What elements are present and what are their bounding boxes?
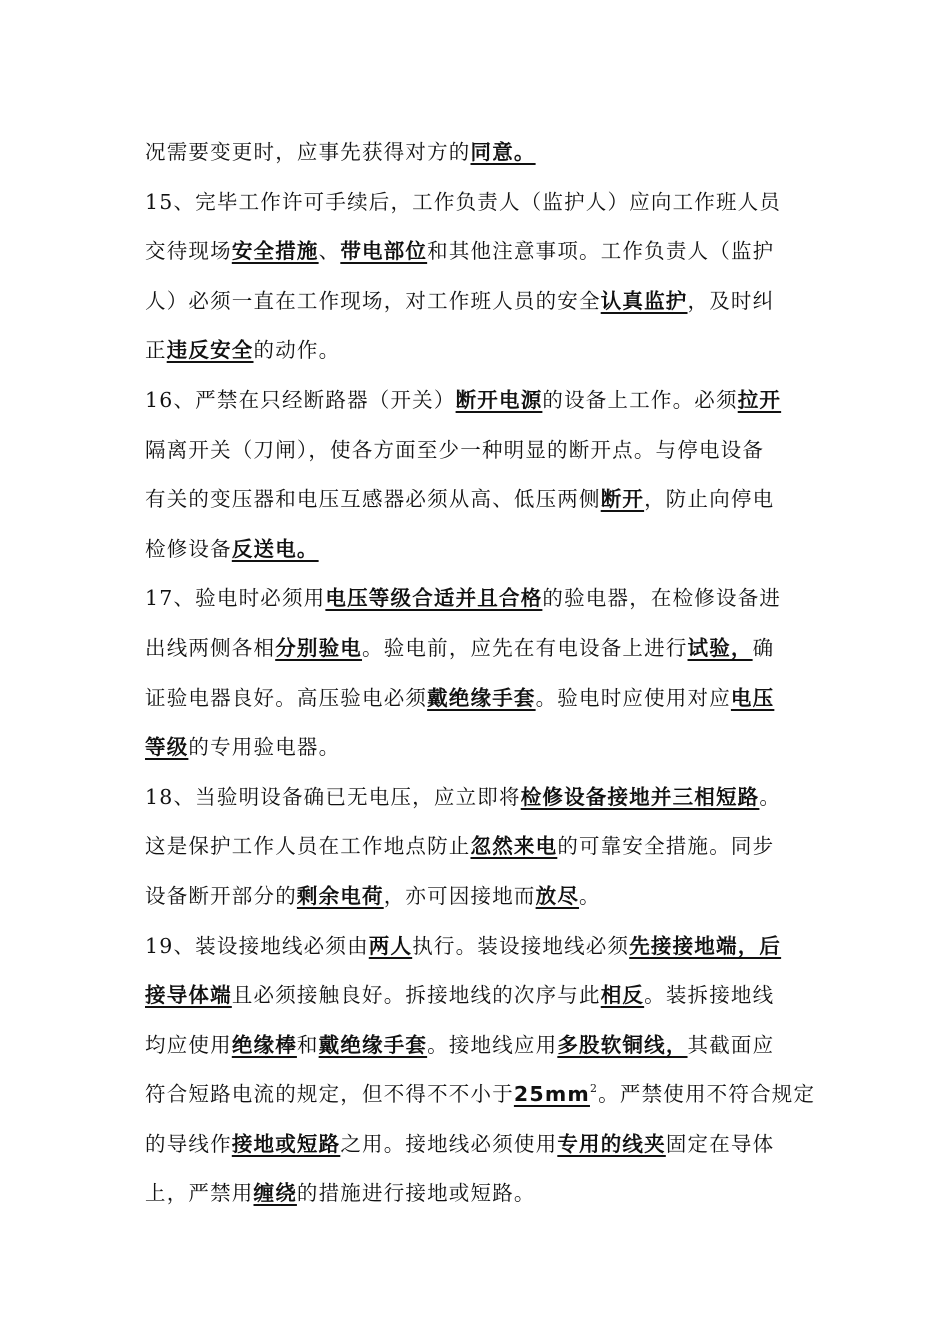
underlined-term: 多股软铜线， [557,1032,688,1057]
text-line [145,822,810,872]
underlined-term: 25mm [513,1082,590,1107]
text-run: 固定在导体 [665,1131,775,1156]
underlined-term: 电压 [730,685,775,710]
text-run: 符合短路电流的规定，但不得不不小于 [145,1082,514,1107]
underlined-term: 同意。 [470,140,536,164]
text-line [145,574,810,624]
text-line [145,326,810,376]
underlined-term: 反送电。 [231,536,319,561]
underlined-term: 放尽 [535,883,580,908]
text-run: 17、验电时必须用 [145,586,326,611]
underlined-term: 先接接地端，后 [629,933,782,958]
text-run: 。验电时应使用对应 [535,685,731,710]
underlined-term: 等级 [145,735,189,760]
underlined-term: 接地或短路 [231,1131,341,1156]
text-run: 之用。接地线必须使用 [340,1131,558,1156]
underlined-term: 分别验电 [275,635,363,660]
text-run: 的验电器，在检修设备进 [542,586,782,611]
text-run: 正 [145,338,167,363]
text-run: 16、严禁在只经断路器（开关） [145,387,456,412]
text-run: 的专用验电器。 [188,735,341,760]
text-run: ，亦可因接地而 [383,883,536,908]
superscript: 2 [589,1082,599,1096]
text-run: 隔离开关（刀闸），使各方面至少一种明显的断开点。与停电设备 [145,437,765,462]
underlined-term: 断开电源 [455,387,543,412]
text-run: 和其他注意事项。工作负责人（监护 [427,239,775,264]
underlined-term: 专用的线夹 [557,1131,666,1156]
text-run: 证验电器良好。高压验电必须 [145,685,428,710]
text-run: 18、当验明设备确已无电压，应立即将 [145,784,521,809]
text-run: 。严禁使用不符合规定 [598,1082,816,1107]
text-line [145,1070,816,1120]
underlined-term: 绝缘棒 [231,1032,297,1057]
text-line [145,376,810,426]
underlined-term: 电压等级合适并且合格 [325,586,543,611]
text-run: ，防止向停电 [644,487,775,512]
text-line [145,674,810,724]
text-run: 15、完毕工作许可手续后，工作负责人（监护人）应向工作班人员 [145,189,782,214]
document-body [145,128,816,1219]
text-run: 。装拆接地线 [644,983,775,1008]
text-line [145,1169,810,1219]
underlined-term: 忽然来电 [470,834,558,859]
text-run: 的设备上工作。必须 [542,387,738,412]
underlined-term: 相反 [600,983,645,1008]
text-run: 的动作。 [253,338,341,363]
text-run: 确 [752,635,775,660]
underlined-term: 缠绕 [253,1181,297,1206]
text-run: 。 [759,784,782,809]
text-run: 检修设备 [145,536,232,561]
text-line [145,872,810,922]
underlined-term: 试验， [687,635,753,660]
underlined-term: 断开 [600,487,645,512]
text-line [145,227,810,277]
text-run: 的措施进行接地或短路。 [296,1181,536,1206]
underlined-term: 戴绝缘手套 [318,1032,428,1057]
underlined-term: 检修设备接地并三相短路 [520,784,760,809]
text-line [145,773,810,823]
text-line [145,475,810,525]
text-run: 况需要变更时，应事先获得对方的 [145,140,471,164]
text-run: 这是保护工作人员在工作地点防止 [145,834,471,859]
text-run: 执行。装设接地线必须 [412,933,630,958]
underlined-term: 带电部位 [340,239,428,264]
text-run: 出线两侧各相 [145,635,276,660]
underlined-term: 戴绝缘手套 [427,685,536,710]
text-line [145,1120,810,1170]
text-run: ，及时纠 [687,288,775,313]
underlined-term: 接导体端 [145,983,232,1008]
text-run: 人）必须一直在工作现场，对工作班人员的安全 [145,288,601,313]
text-run: 上，严禁用 [145,1181,254,1206]
text-line [145,971,810,1021]
text-run: 、 [318,239,341,264]
text-line [145,525,810,575]
underlined-term: 安全措施 [231,239,319,264]
text-run: 。接地线应用 [427,1032,558,1057]
text-run: 其截面应 [687,1032,775,1057]
text-run: 且必须接触良好。拆接地线的次序与此 [231,983,601,1008]
underlined-term: 两人 [368,933,413,958]
text-run: 和 [296,1032,319,1057]
text-run: 19、装设接地线必须由 [145,933,369,958]
underlined-term: 认真监护 [600,288,688,313]
underlined-term: 剩余电荷 [296,883,384,908]
text-line [145,426,810,476]
text-line [145,277,810,327]
text-run: 的导线作 [145,1131,232,1156]
text-run: 有关的变压器和电压互感器必须从高、低压两侧 [145,487,601,512]
text-line [145,723,810,773]
text-line [145,178,810,228]
underlined-term: 拉开 [737,387,782,412]
text-run: 交待现场 [145,239,232,264]
text-run: 设备断开部分的 [145,883,297,908]
text-line [145,922,810,972]
text-line [145,1021,810,1071]
text-line [145,624,810,674]
text-line [145,128,810,178]
underlined-term: 违反安全 [166,338,254,363]
text-run: 。 [579,883,601,908]
text-run: 的可靠安全措施。同步 [557,834,775,859]
text-run: 。验电前，应先在有电设备上进行 [362,635,688,660]
text-run: 均应使用 [145,1032,232,1057]
